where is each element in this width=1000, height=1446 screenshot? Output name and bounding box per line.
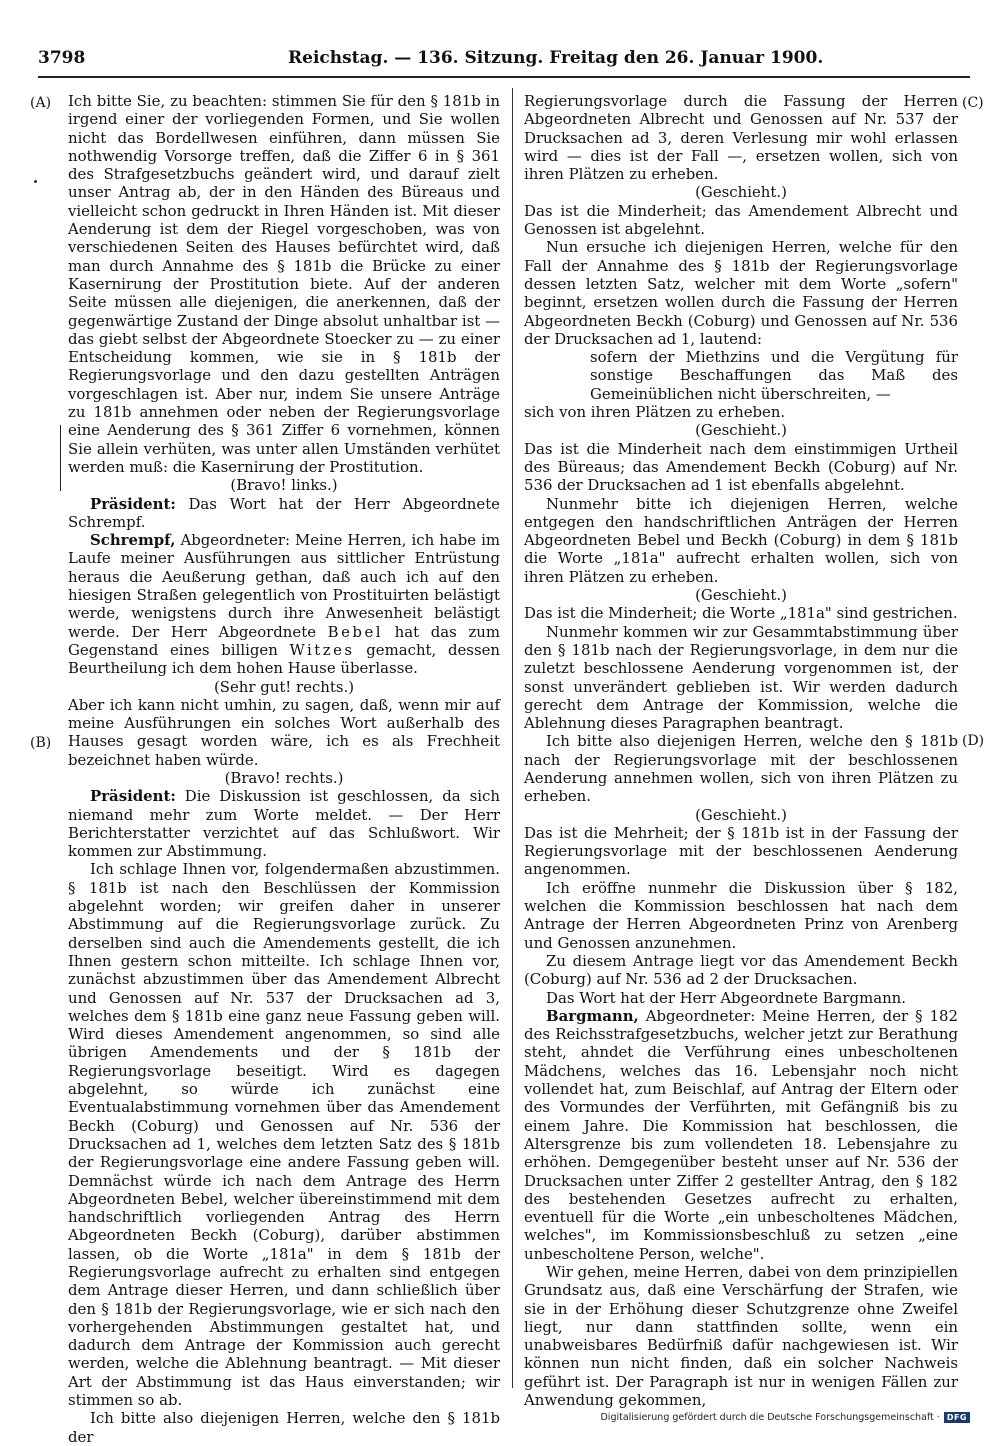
speech-text: Die Diskussion ist geschlossen, da sich niemand mehr zum Worte meldet. — Der Herr Berichterstatter verzichtet auf das Schlußwort. Wir kommen zur Abstimmung. — [68, 787, 500, 861]
paragraph — [524, 1007, 958, 1263]
page-header — [38, 48, 970, 74]
quoted-text: sofern der Miethzins und die Vergütung für sonstige Beschaffungen das Maß des Gemeinüblichen nicht überschreiten, — — [590, 348, 958, 403]
paragraph: Ich bitte Sie, zu beachten: stimmen Sie für den § 181b in irgend einer der vorliegenden Formen, und Sie wollen nicht das Bordellwesen einführen, dann müssen Sie nothwendig Vorsorge treffen, daß die Ziffer 6 in § 361 des Strafgesetzbuchs geändert wird, und darauf zielt unser Antrag ab, der in den Händen des Büreaus und vielleicht schon gedruckt in Ihren Händen ist. Mit dieser Aenderung ist dem der Riegel vorgeschoben, was von verschiedenen Seiten des Hauses befürchtet wird, daß man durch Annahme des § 181b die Brücke zu einer Kasernirung der Prostitution biete. Auf der anderen Seite müssen alle diejenigen, die anerkennen, daß der gegenwärtige Zustand der Dinge absolut unhaltbar ist — das giebt selbst der Abgeordnete Stoecker zu — zu einer Entscheidung kommen, wie sie in § 181b der Regierungsvorlage und den dazu gestellten Anträgen vorgeschlagen ist. Aber nur, indem Sie unsere Anträge zu 181b annehmen oder neben der Regierungsvorlage eine Aenderung des § 361 Ziffer 6 vornehmen, können Sie allein verhüten, was unter allen Umständen verhütet werden muß: die Kasernirung der Prostitution. — [68, 92, 500, 476]
page-number: 3798 — [38, 48, 86, 68]
margin-marker-c: (C) — [962, 95, 984, 111]
interjection: (Geschieht.) — [695, 183, 787, 202]
speaker-name: Schrempf, — [90, 531, 176, 550]
paragraph: Ich bitte also diejenigen Herren, welche den § 181b nach der Regierungsvorlage mit der beschlossenen Aenderung annehmen wollen, sich von ihren Plätzen zu erheben. — [524, 732, 958, 806]
header-rule — [38, 76, 970, 78]
speech-text: Abgeordneter: Meine Herren, ich habe im Laufe meiner Ausführungen aus sittlicher Entrüstung heraus die Aeußerung gethan, daß auch ich auf den hiesigen Straßen gelegentlich von Prostituirten belästigt werde, wenigstens durch ihre Anwesenheit belästigt werde. Der Herr Abgeordnete — [68, 531, 500, 641]
paragraph — [68, 787, 500, 860]
speech-text: gemacht, dessen Beurtheilung ich dem hohen Hause überlasse. — [68, 640, 500, 678]
speech-text: Das Wort hat der Herr Abgeordnete Schrempf. — [68, 494, 500, 531]
column-divider — [512, 88, 513, 1388]
running-title: Reichstag. — 136. Sitzung. Freitag den 26. Januar 1900. — [288, 48, 824, 68]
margin-marker-d: (D) — [962, 733, 985, 749]
interjection: (Geschieht.) — [695, 421, 787, 440]
interjection: (Sehr gut! rechts.) — [213, 677, 355, 696]
digitization-footer — [600, 1412, 970, 1423]
paragraph: Nunmehr kommen wir zur Gesammtabstimmung über den § 181b nach der Regierungsvorlage, in dem nur die zuletzt beschlossene Aenderung vorgenommen ist, der sonst unverändert geblieben ist. Wir werden dadurch gerecht dem Antrage der Kommission, welche die Ablehnung dieses Paragraphen beantragt. — [524, 622, 958, 733]
speaker-name: Präsident: — [90, 494, 176, 513]
paragraph: Das ist die Mehrheit; der § 181b ist in der Fassung der Regierungsvorlage mit der beschlossenen Aenderung angenommen. — [524, 823, 958, 879]
paragraph — [68, 531, 500, 677]
margin-bar — [60, 425, 61, 491]
paragraph: Nunmehr bitte ich diejenigen Herren, welche entgegen den handschriftlichen Anträgen der Herren Abgeordneten Bebel und Beckh (Coburg) in dem § 181b die Worte „181a" aufrecht erhalten wollen, sich von ihren Plätzen zu erheben. — [524, 494, 958, 586]
speaker-name: Bargmann, — [546, 1006, 639, 1025]
paragraph: Zu diesem Antrage liegt vor das Amendement Beckh (Coburg) auf Nr. 536 ad 2 der Drucksachen. — [524, 951, 958, 989]
paragraph: Das ist die Minderheit; die Worte „181a" sind gestrichen. — [524, 604, 958, 623]
margin-dot — [34, 180, 37, 183]
margin-marker-a: (A) — [30, 95, 52, 111]
speech-text: Abgeordneter: Meine Herren, der § 182 des Reichsstrafgesetzbuchs, welcher jetzt zur Berathung steht, ahndet die Verführung eines unbescholtenen Mädchens, welches das 16. Lebensjahr noch nicht vollendet hat, zum Beischlaf, auf Antrag der Eltern oder des Vormundes der Verführten, mit Gefängniß bis zu einem Jahre. Die Kommission hat beschlossen, die Altersgrenze bis zum vollendeten 18. Lebensjahre zu erhöhen. Demgegenüber besteht unser auf Nr. 536 der Drucksachen unter Ziffer 2 gestellter Antrag, den § 182 des bestehenden Gesetzes aufrecht zu erhalten, eventuell für die Worte „ein unbescholtenes Mädchen, welches", im Kommissionsbeschluß zu setzen „eine unbescholtene Person, welche". — [524, 1006, 958, 1263]
interjection: (Geschieht.) — [695, 586, 787, 605]
paragraph: Nun ersuche ich diejenigen Herren, welche für den Fall der Annahme des § 181b der Regierungsvorlage dessen letzten Satz, welcher mit dem Worte „sofern" beginnt, ersetzen wollen durch die Fassung der Herren Abgeordneten Beckh (Coburg) und Genossen auf Nr. 536 der Drucksachen ad 1, lautend: — [524, 238, 958, 348]
paragraph: Wir gehen, meine Herren, dabei von dem prinzipiellen Grundsatz aus, daß eine Verschärfung der Strafen, wie sie in der Erhöhung dieser Schutzgrenze ohne Zweifel liegt, nur dann stattfinden sollte, wenn ein unabweisbares Bedürfniß dafür nachgewiesen ist. Wir können nun nicht finden, daß ein solcher Nachweis geführt ist. Der Paragraph ist nur in wenigen Fällen zur Anwendung gekommen, — [524, 1263, 958, 1410]
spaced-word: Witzes — [289, 640, 355, 659]
left-column — [68, 92, 500, 1446]
paragraph: Ich schlage Ihnen vor, folgendermaßen abzustimmen. § 181b ist nach den Beschlüssen der Kommission abgelehnt worden; wir greifen daher in unserer Abstimmung auf die Regierungsvorlage zurück. Zu derselben sind auch die Amendements gestellt, die ich Ihnen gestern schon mitteilte. Ich schlage Ihnen vor, zunächst abzustimmen über das Amendement Albrecht und Genossen auf Nr. 537 der Drucksachen ad 3, welches dem § 181b eine ganz neue Fassung geben will. Wird dieses Amendement angenommen, so sind alle übrigen Amendements und der § 181b der Regierungsvorlage beseitigt. Wird es dagegen abgelehnt, so würde ich zunächst eine Eventualabstimmung vornehmen über das Amendement Beckh (Coburg) und Genossen auf Nr. 536 der Drucksachen ad 1, welches dem letzten Satz des § 181b der Regierungsvorlage eine andere Fassung geben will. Demnächst würde ich nach dem Antrage des Herrn Abgeordneten Bebel, welcher übereinstimmend mit dem handschriftlich vorliegenden Antrag des Herrn Abgeordneten Beckh (Coburg), darüber abstimmen lassen, ob die Worte „181a" in dem § 181b der Regierungsvorlage aufrecht zu erhalten sind entgegen dem Antrage dieser Herren, und dann schließlich über den § 181b der Regierungsvorlage, wie er sich nach den vorhergehenden Abstimmungen gestaltet hat, und dadurch dem Antrage der Kommission auch gerecht werden, welche die Ablehnung beantragt. — Mit dieser Art der Abstimmung ist das Haus einverstanden; wir stimmen so ab. — [68, 860, 500, 1410]
margin-marker-b: (B) — [30, 735, 52, 751]
footer-text: Digitalisierung gefördert durch die Deutsche Forschungsgemeinschaft · — [600, 1412, 940, 1423]
right-column — [524, 92, 958, 1409]
interjection: (Bravo! links.) — [230, 476, 338, 495]
paragraph: sich von ihren Plätzen zu erheben. — [524, 403, 786, 422]
paragraph: Das Wort hat der Herr Abgeordnete Bargmann. — [546, 988, 906, 1007]
paragraph: Das ist die Minderheit nach dem einstimmigen Urtheil des Büreaus; das Amendement Beckh (Coburg) auf Nr. 536 der Drucksachen ad 1 ist ebenfalls abgelehnt. — [524, 439, 958, 495]
paragraph — [68, 495, 500, 532]
interjection: (Bravo! rechts.) — [224, 768, 344, 787]
speech-text: hat das zum Gegenstand eines billigen — [68, 622, 500, 659]
spaced-name: Bebel — [327, 622, 384, 641]
paragraph: Regierungsvorlage durch die Fassung der Herren Abgeordneten Albrecht und Genossen auf Nr. 537 der Drucksachen ad 3, deren Verlesung mir wohl erlassen wird — dies ist der Fall —, ersetzen wollen, sich von ihren Plätzen zu erheben. — [524, 92, 958, 184]
interjection: (Geschieht.) — [695, 805, 787, 824]
paragraph: Ich eröffne nunmehr die Diskussion über § 182, welchen die Kommission beschlossen hat nach dem Antrage der Herren Abgeordneten Prinz von Arenberg und Genossen anzunehmen. — [524, 878, 958, 952]
paragraph: Aber ich kann nicht umhin, zu sagen, daß, wenn mir auf meine Ausführungen ein solches Wort außerhalb des Hauses gesagt worden wäre, ich es als Frechheit bezeichnet haben würde. — [68, 695, 500, 769]
paragraph: Ich bitte also diejenigen Herren, welche den § 181b der — [68, 1409, 500, 1446]
dfg-logo-icon: DFG — [944, 1412, 970, 1423]
paragraph: Das ist die Minderheit; das Amendement Albrecht und Genossen ist abgelehnt. — [524, 201, 958, 239]
speaker-name: Präsident: — [90, 787, 176, 806]
